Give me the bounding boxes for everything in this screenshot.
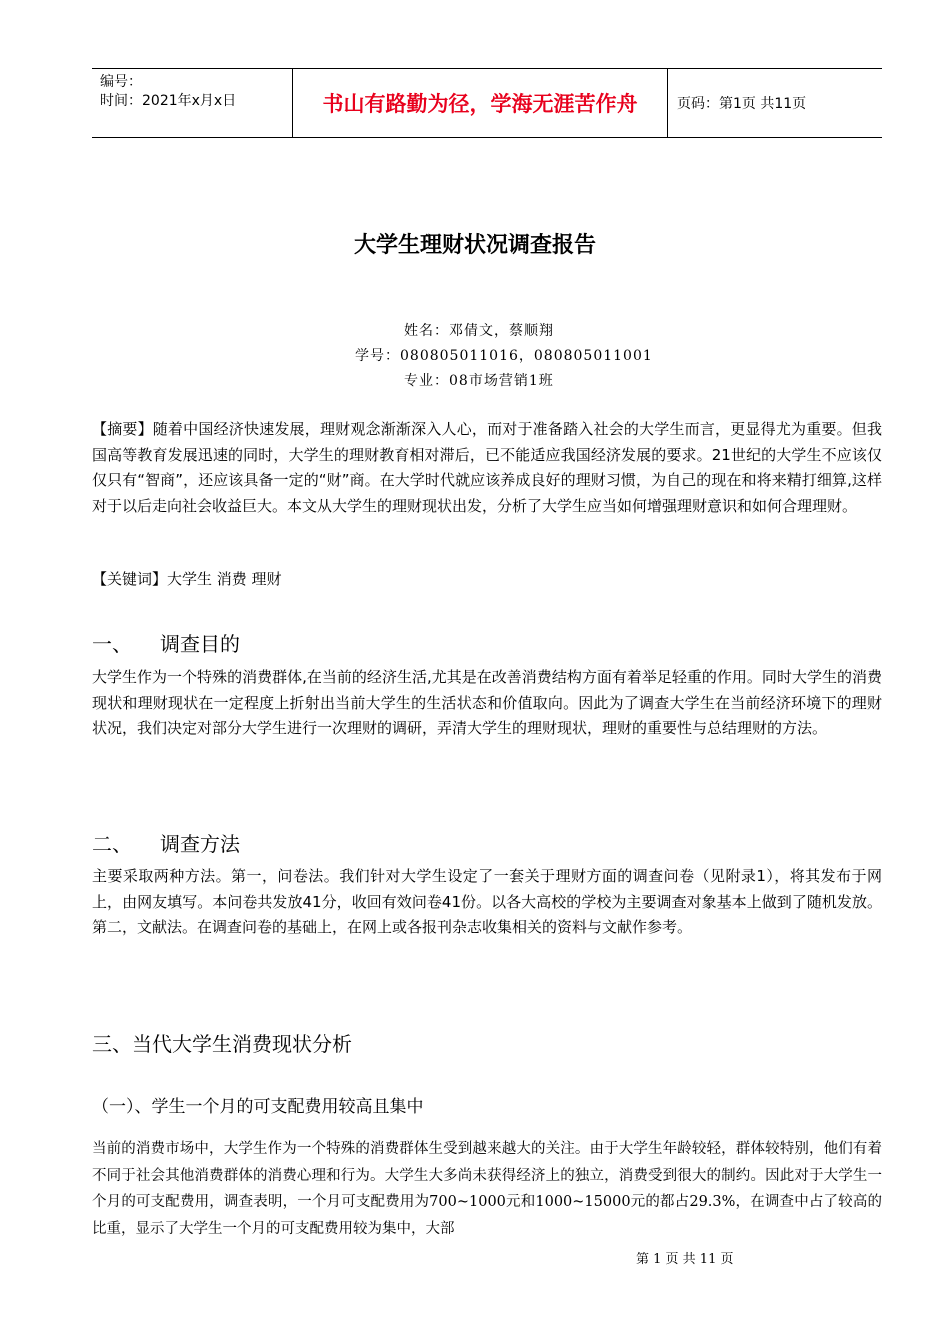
page-header — [92, 68, 882, 138]
section2-body: 主要采取两种方法。第一，问卷法。我们针对大学生设定了一套关于理财方面的调查问卷（见附录1），将其发布于网上，由网友填写。本问卷共发放41分，收回有效问卷41份。以各大高校的学校为主要调查对象基本上做到了随机发放。第二，文献法。在调查问卷的基础上，在网上或各报刊杂志收集相关的资料与文献作参考。 — [92, 867, 882, 936]
abstract-paragraph: 【摘要】随着中国经济快速发展，理财观念渐渐深入人心，而对于准备踏入社会的大学生而言，更显得尤为重要。但我国高等教育发展迅速的同时，大学生的理财教育相对滞后，已不能适应我国经济发展的要求。21世纪的大学生不应该仅仅只有“智商”，还应该具备一定的“财”商。在大学时代就应该养成良好的理财习惯，为自己的现在和将来精打细算,这样对于以后走向社会收益巨大。本文从大学生的理财现状出发，分析了大学生应当如何增强理财意识和如何合理理财。 — [92, 420, 882, 515]
authors-line: 姓名：邓倩文，蔡顺翔 — [404, 323, 554, 339]
header-info-cell — [92, 69, 292, 137]
time-label: 时间：2021年x月x日 — [100, 93, 237, 109]
section2-title: 调查方法 — [160, 832, 240, 856]
motto-text: 书山有路勤为径，学海无涯苦作舟 — [322, 92, 638, 116]
section3-heading: 三、当代大学生消费现状分析 — [92, 1032, 352, 1056]
student-ids-line: 学号：080805011016，080805011001 — [355, 348, 653, 364]
section1-body: 大学生作为一个特殊的消费群体,在当前的经济生活,尤其是在改善消费结构方面有着举足轻重的作用。同时大学生的消费现状和理财现状在一定程度上折射出当前大学生的生活状态和价值取向。因此为了调查大学生在当前经济环境下的理财状况，我们决定对部分大学生进行一次理财的调研，弄清大学生的理财现状，理财的重要性与总结理财的方法。 — [92, 668, 882, 737]
section1-title: 调查目的 — [160, 632, 240, 656]
section1-heading — [92, 628, 240, 657]
motto-cell — [292, 69, 668, 137]
section1-number: 一、 — [92, 632, 132, 656]
page-info-text: 页码：第1页 共11页 — [677, 96, 807, 112]
number-label: 编号： — [100, 74, 142, 90]
section2-heading — [92, 828, 240, 857]
page-footer: 第 1 页 共 11 页 — [636, 1252, 734, 1267]
document-title: 大学生理财状况调查报告 — [353, 233, 596, 258]
keywords-line: 【关键词】大学生 消费 理财 — [92, 570, 282, 588]
section2-number: 二、 — [92, 832, 132, 856]
page-info-cell — [667, 69, 882, 137]
major-line: 专业：08市场营销1班 — [404, 373, 554, 389]
subsection1-body: 当前的消费市场中，大学生作为一个特殊的消费群体生受到越来越大的关注。由于大学生年龄较轻，群体较特别，他们有着不同于社会其他消费群体的消费心理和行为。大学生大多尚未获得经济上的独立，消费受到很大的制约。因此对于大学生一个月的可支配费用，调查表明，一个月可支配费用为700~1000元和1000~15000元的都占29.3%，在调查中占了较高的比重，显示了大学生一个月的可支配费用较为集中，大部 — [92, 1141, 882, 1237]
subsection1-heading: （一）、学生一个月的可支配费用较高且集中 — [92, 1097, 424, 1117]
